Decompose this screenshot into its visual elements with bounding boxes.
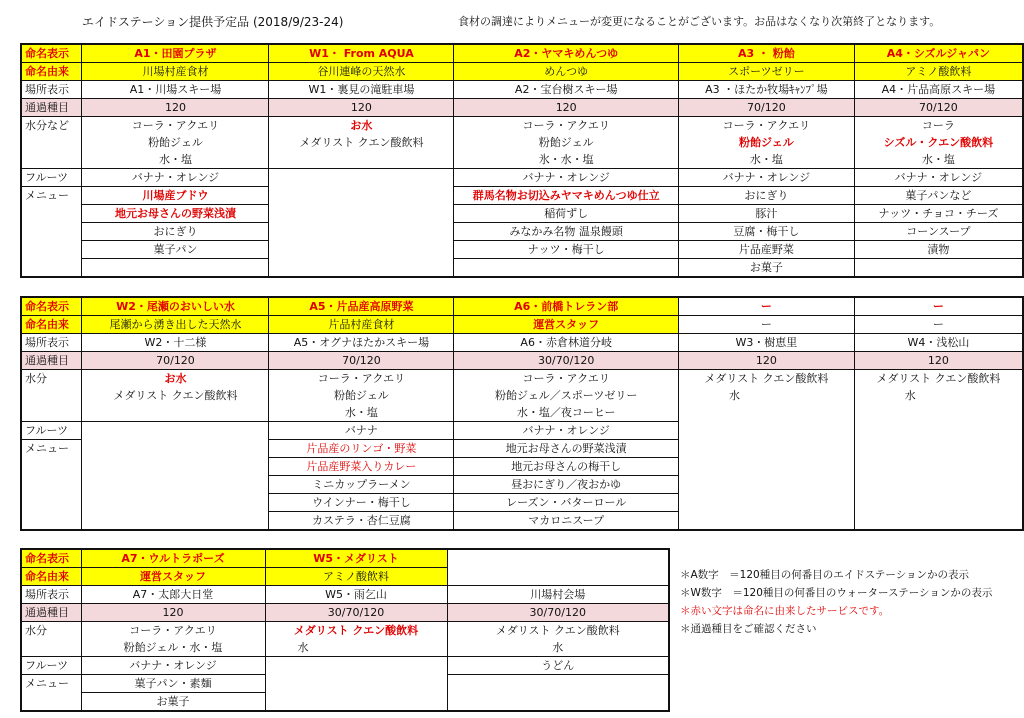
- water-item: 粉飴ジェル: [678, 134, 854, 151]
- water-item: メダリスト クエン酸飲料: [82, 387, 269, 404]
- water-item: コーラ・アクエリ: [82, 117, 269, 135]
- menu-row: [21, 693, 669, 712]
- legend: [680, 566, 992, 638]
- water-label: 水分: [21, 622, 81, 640]
- station-place: W4・浅松山: [854, 334, 1023, 352]
- station-origin: 谷川連峰の天然水: [269, 63, 454, 81]
- menu-item: 片品産のリンゴ・野菜: [269, 440, 454, 458]
- pass-value: 120: [81, 604, 265, 622]
- menu-item: ウインナー・梅干し: [269, 494, 454, 512]
- pass-value: 30/70/120: [454, 352, 679, 370]
- water-row: [21, 117, 1023, 135]
- origin-label: 命名由来: [21, 63, 82, 81]
- aid-station-table-2: [20, 296, 1024, 531]
- station-origin: ー: [854, 316, 1023, 334]
- station-place: W3・樹恵里: [678, 334, 854, 352]
- menu-item: 菓子パンなど: [854, 187, 1023, 205]
- water-row: [21, 370, 1023, 388]
- menu-row: [21, 187, 1023, 205]
- origin-label: 命名由来: [21, 568, 81, 586]
- water-row: [21, 387, 1023, 404]
- water-item: 粉飴ジェル: [82, 134, 269, 151]
- water-item: 粉飴ジェル: [269, 387, 454, 404]
- menu-item: ナッツ・梅干し: [454, 241, 679, 259]
- fruit-row: [21, 422, 1023, 440]
- menu-item: おにぎり: [678, 187, 854, 205]
- menu-item: 菓子パン・素麺: [81, 675, 265, 693]
- pass-value: 120: [854, 352, 1023, 370]
- pass-row: [21, 604, 669, 622]
- water-item: コーラ・アクエリ: [269, 370, 454, 388]
- station-name: W2・尾瀬のおいしい水: [82, 297, 269, 316]
- station-origin: ー: [678, 316, 854, 334]
- origin-row: [21, 316, 1023, 334]
- aid-station-table-1: [20, 43, 1024, 278]
- water-row: [21, 151, 1023, 169]
- water-item: 粉飴ジェル・水・塩: [81, 639, 265, 657]
- menu-item: 稲荷ずし: [454, 205, 679, 223]
- fruit-item: バナナ・オレンジ: [678, 169, 854, 187]
- place-label: 場所表示: [21, 81, 82, 99]
- fruit-item: バナナ・オレンジ: [454, 422, 679, 440]
- station-name: A4・シズルジャパン: [854, 44, 1023, 63]
- station-name: A5・片品産高原野菜: [269, 297, 454, 316]
- menu-row: [21, 458, 1023, 476]
- legend-item: ＊W数字 ＝120種目の何番目のウォーターステーションかの表示: [680, 587, 993, 599]
- water-item: メダリスト クエン酸飲料: [854, 370, 1023, 388]
- menu-label: メニュー: [21, 675, 81, 693]
- water-item: 水・塩: [854, 151, 1023, 169]
- pass-value: 70/120: [678, 99, 854, 117]
- station-name: A3 ・ 粉飴: [678, 44, 854, 63]
- water-item: コーラ・アクエリ: [454, 117, 679, 135]
- station-place: A3 ・ほたか牧場ｷｬﾝﾌﾟ場: [678, 81, 854, 99]
- menu-row: [21, 223, 1023, 241]
- page-title: エイドステーション提供予定品 (2018/9/23-24): [82, 15, 344, 29]
- water-row: [21, 134, 1023, 151]
- station-place: W1・裏見の滝駐車場: [269, 81, 454, 99]
- water-item: 水: [265, 639, 447, 657]
- water-item: 水・塩／夜コーヒー: [454, 404, 679, 422]
- menu-item: みなかみ名物 温泉饅頭: [454, 223, 679, 241]
- legend-item: ＊通過種目をご確認ください: [680, 623, 817, 635]
- water-item: 水: [447, 639, 669, 657]
- name-row: [21, 297, 1023, 316]
- fruit-row: [21, 657, 669, 675]
- menu-item: ナッツ・チョコ・チーズ: [854, 205, 1023, 223]
- water-row: [21, 639, 669, 657]
- fruit-row: [21, 169, 1023, 187]
- water-item: メダリスト クエン酸飲料: [447, 622, 669, 640]
- pass-value: 120: [678, 352, 854, 370]
- menu-row: [21, 440, 1023, 458]
- water-row: [21, 404, 1023, 422]
- menu-item: 昼おにぎり／夜おかゆ: [454, 476, 679, 494]
- pass-label: 通過種目: [21, 99, 82, 117]
- pass-label: 通過種目: [21, 352, 82, 370]
- menu-item: コーンスープ: [854, 223, 1023, 241]
- menu-item: お菓子: [678, 259, 854, 278]
- station-origin: スポーツゼリー: [678, 63, 854, 81]
- menu-row: [21, 494, 1023, 512]
- menu-item: レーズン・バターロール: [454, 494, 679, 512]
- legend-item: ＊赤い文字は命名に由来したサービスです。: [680, 605, 890, 617]
- water-item: メダリスト クエン酸飲料: [269, 134, 454, 151]
- water-item: 氷・水・塩: [454, 151, 679, 169]
- fruit-item: バナナ・オレンジ: [81, 657, 265, 675]
- place-label: 場所表示: [21, 334, 82, 352]
- fruit-item: バナナ・オレンジ: [854, 169, 1023, 187]
- name-label: 命名表示: [21, 44, 82, 63]
- legend-item: ＊A数字 ＝120種目の何番目のエイドステーションかの表示: [680, 569, 969, 581]
- water-item: 粉飴ジェル: [454, 134, 679, 151]
- name-label: 命名表示: [21, 297, 82, 316]
- menu-item: おにぎり: [82, 223, 269, 241]
- water-item: 水: [678, 387, 854, 404]
- menu-label: メニュー: [21, 187, 82, 205]
- menu-item: マカロニスープ: [454, 512, 679, 531]
- menu-item: 地元お母さんの野菜浅漬: [454, 440, 679, 458]
- menu-item: 片品産野菜: [678, 241, 854, 259]
- menu-row: [21, 205, 1023, 223]
- pass-value: 70/120: [854, 99, 1023, 117]
- menu-row: [21, 675, 669, 693]
- pass-value: 120: [82, 99, 269, 117]
- origin-row: [21, 568, 669, 586]
- fruit-item: バナナ・オレンジ: [82, 169, 269, 187]
- pass-value: 70/120: [269, 352, 454, 370]
- menu-row: [21, 476, 1023, 494]
- water-item: 水: [854, 387, 1023, 404]
- water-item: 水・塩: [82, 151, 269, 169]
- menu-item: 漬物: [854, 241, 1023, 259]
- water-item: お水: [269, 117, 454, 135]
- water-item: コーラ・アクエリ: [454, 370, 679, 388]
- aid-station-table-3: [20, 548, 670, 712]
- water-item: コーラ・アクエリ: [81, 622, 265, 640]
- pass-value: 30/70/120: [447, 604, 669, 622]
- name-row: [21, 44, 1023, 63]
- place-row: [21, 334, 1023, 352]
- menu-item: カステラ・杏仁豆腐: [269, 512, 454, 531]
- water-item: コーラ: [854, 117, 1023, 135]
- station-place: A6・赤倉林道分岐: [454, 334, 679, 352]
- water-item: お水: [82, 370, 269, 388]
- water-item: シズル・クエン酸飲料: [854, 134, 1023, 151]
- menu-item: 菓子パン: [82, 241, 269, 259]
- water-label: 水分など: [21, 117, 82, 135]
- menu-item: 地元お母さんの梅干し: [454, 458, 679, 476]
- menu-item: うどん: [447, 657, 669, 675]
- station-origin: めんつゆ: [454, 63, 679, 81]
- pass-row: [21, 352, 1023, 370]
- station-name: ー: [678, 297, 854, 316]
- place-row: [21, 81, 1023, 99]
- origin-row: [21, 63, 1023, 81]
- station-name: A6・前橋トレラン部: [454, 297, 679, 316]
- menu-item: 川場産ブドウ: [82, 187, 269, 205]
- pass-value: 30/70/120: [265, 604, 447, 622]
- station-origin: 運営スタッフ: [81, 568, 265, 586]
- name-label: 命名表示: [21, 549, 81, 568]
- station-origin: 尾瀬から湧き出した天然水: [82, 316, 269, 334]
- menu-item: お菓子: [81, 693, 265, 712]
- water-item: メダリスト クエン酸飲料: [678, 370, 854, 388]
- station-place: 川場村会場: [447, 586, 669, 604]
- station-place: A1・川場スキー場: [82, 81, 269, 99]
- menu-change-notice: 食材の調達によりメニューが変更になることがございます。お品はなくなり次第終了となります。: [458, 15, 941, 28]
- water-row: [21, 622, 669, 640]
- pass-row: [21, 99, 1023, 117]
- station-name: A2・ヤマキめんつゆ: [454, 44, 679, 63]
- station-origin: 川場村産食材: [82, 63, 269, 81]
- station-place: W5・雨乞山: [265, 586, 447, 604]
- menu-item: 片品産野菜入りカレー: [269, 458, 454, 476]
- menu-row: [21, 259, 1023, 278]
- menu-row: [21, 512, 1023, 531]
- fruit-label: フルーツ: [21, 422, 82, 440]
- station-origin: 運営スタッフ: [454, 316, 679, 334]
- station-name: W5・メダリスト: [265, 549, 447, 568]
- station-place: A2・宝台樹スキー場: [454, 81, 679, 99]
- pass-value: 120: [269, 99, 454, 117]
- menu-row: [21, 241, 1023, 259]
- menu-item: 地元お母さんの野菜浅漬: [82, 205, 269, 223]
- menu-item: 群馬名物お切込みヤマキめんつゆ仕立: [454, 187, 679, 205]
- menu-label: メニュー: [21, 440, 82, 458]
- station-place: A5・オグナほたかスキー場: [269, 334, 454, 352]
- station-origin: 片品村産食材: [269, 316, 454, 334]
- fruit-label: フルーツ: [21, 169, 82, 187]
- water-item: 水・塩: [678, 151, 854, 169]
- pass-value: 120: [454, 99, 679, 117]
- station-origin: アミノ酸飲料: [265, 568, 447, 586]
- place-row: [21, 586, 669, 604]
- station-name: A7・ウルトラポーズ: [81, 549, 265, 568]
- fruit-label: フルーツ: [21, 657, 81, 675]
- water-item: メダリスト クエン酸飲料: [265, 622, 447, 640]
- name-row: [21, 549, 669, 568]
- pass-label: 通過種目: [21, 604, 81, 622]
- menu-item: 豚汁: [678, 205, 854, 223]
- origin-label: 命名由来: [21, 316, 82, 334]
- menu-item: 豆腐・梅干し: [678, 223, 854, 241]
- station-place: A7・太郎大日堂: [81, 586, 265, 604]
- station-place: W2・十二様: [82, 334, 269, 352]
- station-place: A4・片品高原スキー場: [854, 81, 1023, 99]
- station-name: W1・ From AQUA: [269, 44, 454, 63]
- station-name: ー: [854, 297, 1023, 316]
- fruit-item: バナナ: [269, 422, 454, 440]
- menu-item: ミニカップラーメン: [269, 476, 454, 494]
- water-item: 粉飴ジェル／スポーツゼリー: [454, 387, 679, 404]
- water-item: コーラ・アクエリ: [678, 117, 854, 135]
- pass-value: 70/120: [82, 352, 269, 370]
- place-label: 場所表示: [21, 586, 81, 604]
- station-origin: アミノ酸飲料: [854, 63, 1023, 81]
- water-label: 水分: [21, 370, 82, 388]
- fruit-item: バナナ・オレンジ: [454, 169, 679, 187]
- station-name: A1・田園プラザ: [82, 44, 269, 63]
- water-item: 水・塩: [269, 404, 454, 422]
